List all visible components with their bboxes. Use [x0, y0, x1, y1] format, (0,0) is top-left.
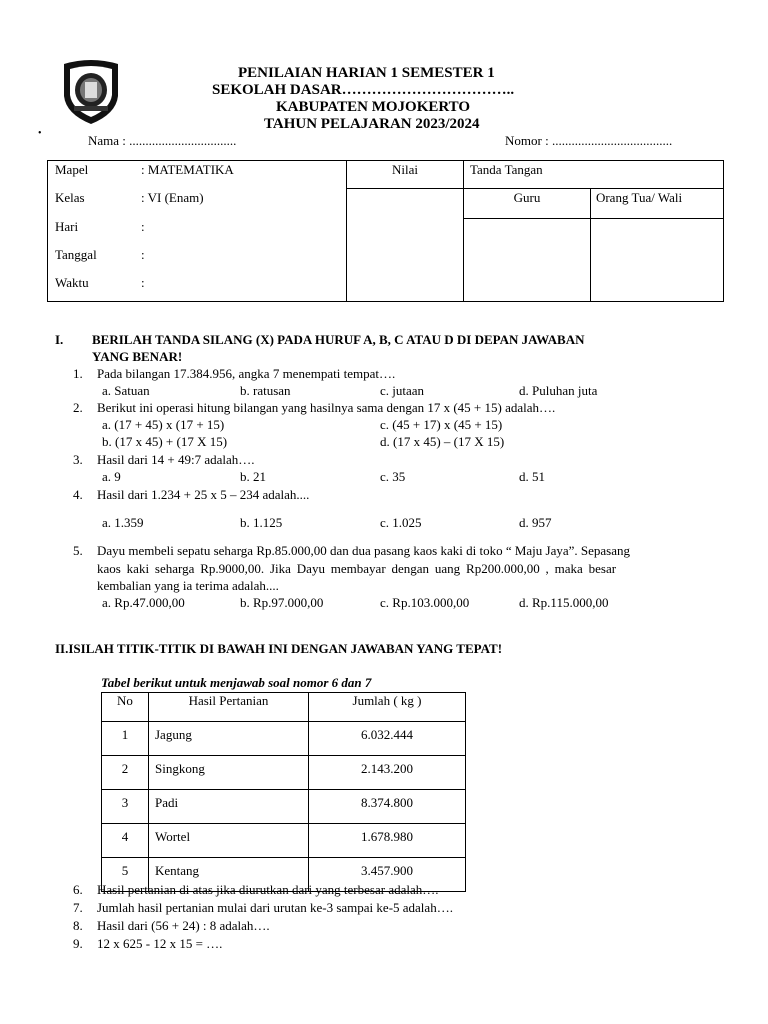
q1-text: Pada bilangan 17.384.956, angka 7 menempati tempat….: [97, 366, 396, 381]
tanda-tangan-header: Tanda Tangan: [464, 161, 724, 189]
q4-text: Hasil dari 1.234 + 25 x 5 – 234 adalah....: [97, 487, 310, 502]
row-amount: 8.374.800: [309, 790, 466, 824]
q8-number: 8.: [73, 918, 83, 933]
table-row: [102, 722, 466, 756]
q5-line3: kembalian yang ia terima adalah....: [97, 578, 279, 593]
q5-number: 5.: [73, 543, 83, 558]
q9-number: 9.: [73, 936, 83, 951]
harvest-table: [101, 692, 466, 892]
table-header-row: [102, 693, 466, 722]
q9-text: 12 x 625 - 12 x 15 = ….: [97, 936, 223, 951]
q6-text: Hasil pertanian di atas jika diurutkan dari yang terbesar adalah….: [97, 882, 439, 897]
tanggal-value: :: [141, 247, 145, 262]
header-district: KABUPATEN MOJOKERTO: [276, 99, 471, 115]
table-header-no: No: [102, 693, 149, 722]
row-no: 2: [102, 756, 149, 790]
section1-title-line2: YANG BENAR!: [92, 349, 183, 364]
q2-number: 2.: [73, 400, 83, 415]
mapel-label: Mapel: [55, 162, 89, 177]
nama-field: Nama : .................................: [88, 133, 237, 148]
row-item: Wortel: [149, 824, 309, 858]
guru-signature-box: [464, 219, 591, 302]
q5-option-d[interactable]: d. Rp.115.000,00: [519, 595, 609, 610]
waktu-value: :: [141, 275, 145, 290]
q2-option-a[interactable]: a. (17 + 45) x (17 + 15): [102, 417, 225, 432]
hari-label: Hari: [55, 219, 79, 234]
q5-option-c[interactable]: c. Rp.103.000,00: [380, 595, 470, 610]
q5-line1: Dayu membeli sepatu seharga Rp.85.000,00 dan dua pasang kaos kaki di toko “ Maju Jaya”. Sepasang: [97, 543, 630, 558]
q7-number: 7.: [73, 900, 83, 915]
nomor-field: Nomor : .....................................: [505, 133, 673, 148]
header-year: TAHUN PELAJARAN 2023/2024: [264, 116, 480, 132]
q4-option-c[interactable]: c. 1.025: [380, 515, 422, 530]
q4-option-d[interactable]: d. 957: [519, 515, 552, 530]
orang-tua-signature-box: [590, 219, 723, 302]
row-no: 1: [102, 722, 149, 756]
table-row: [102, 756, 466, 790]
table-row: [102, 824, 466, 858]
row-item: Padi: [149, 790, 309, 824]
row-item: Singkong: [149, 756, 309, 790]
school-logo: [60, 58, 122, 126]
waktu-label: Waktu: [55, 275, 89, 290]
header-school: SEKOLAH DASAR……………………………..: [212, 82, 515, 98]
guru-header: Guru: [464, 189, 591, 219]
q4-option-b[interactable]: b. 1.125: [240, 515, 283, 530]
row-amount: 3.457.900: [309, 858, 466, 892]
row-amount: 2.143.200: [309, 756, 466, 790]
hari-value: :: [141, 219, 145, 234]
nilai-box: [347, 189, 464, 302]
q2-option-d[interactable]: d. (17 x 45) – (17 X 15): [380, 434, 505, 449]
row-no: 5: [102, 858, 149, 892]
q5-option-b[interactable]: b. Rp.97.000,00: [240, 595, 324, 610]
header-title: PENILAIAN HARIAN 1 SEMESTER 1: [238, 65, 495, 81]
row-no: 4: [102, 824, 149, 858]
row-item: Jagung: [149, 722, 309, 756]
q1-option-c[interactable]: c. jutaan: [380, 383, 425, 398]
nilai-header: Nilai: [347, 161, 464, 189]
q4-option-a[interactable]: a. 1.359: [102, 515, 144, 530]
q1-number: 1.: [73, 366, 83, 381]
row-item: Kentang: [149, 858, 309, 892]
q4-number: 4.: [73, 487, 83, 502]
tanggal-label: Tanggal: [55, 247, 97, 262]
table-header-amount: Jumlah ( kg ): [309, 693, 466, 722]
orang-tua-header: Orang Tua/ Wali: [590, 189, 723, 219]
q5-option-a[interactable]: a. Rp.47.000,00: [102, 595, 185, 610]
q1-option-a[interactable]: a. Satuan: [102, 383, 150, 398]
info-table: [47, 160, 724, 302]
q3-option-c[interactable]: c. 35: [380, 469, 406, 484]
table-caption: Tabel berikut untuk menjawab soal nomor 6 dan 7: [101, 675, 372, 690]
q6-number: 6.: [73, 882, 83, 897]
q1-option-d[interactable]: d. Puluhan juta: [519, 383, 598, 398]
mapel-value: : MATEMATIKA: [141, 162, 234, 177]
row-amount: 1.678.980: [309, 824, 466, 858]
section1-number: I.: [55, 332, 64, 347]
q3-option-a[interactable]: a. 9: [102, 469, 121, 484]
row-amount: 6.032.444: [309, 722, 466, 756]
q2-option-b[interactable]: b. (17 x 45) + (17 X 15): [102, 434, 228, 449]
table-row: [102, 790, 466, 824]
q2-option-c[interactable]: c. (45 + 17) x (45 + 15): [380, 417, 503, 432]
section2-title: II.ISILAH TITIK-TITIK DI BAWAH INI DENGAN JAWABAN YANG TEPAT!: [55, 641, 503, 656]
q3-option-d[interactable]: d. 51: [519, 469, 545, 484]
section1-title-line1: BERILAH TANDA SILANG (X) PADA HURUF A, B, C ATAU D DI DEPAN JAWABAN: [92, 332, 585, 347]
kelas-label: Kelas: [55, 190, 85, 205]
q5-line2: kaos kaki seharga Rp.9000,00. Jika Dayu membayar dengan uang Rp200.000,00 , maka besar: [97, 561, 617, 576]
q1-option-b[interactable]: b. ratusan: [240, 383, 291, 398]
info-cell: [48, 161, 347, 302]
q3-number: 3.: [73, 452, 83, 467]
table-header-item: Hasil Pertanian: [149, 693, 309, 722]
q8-text: Hasil dari (56 + 24) : 8 adalah….: [97, 918, 270, 933]
q3-option-b[interactable]: b. 21: [240, 469, 266, 484]
kelas-value: : VI (Enam): [141, 190, 204, 205]
q2-text: Berikut ini operasi hitung bilangan yang hasilnya sama dengan 17 x (45 + 15) adalah….: [97, 400, 556, 415]
row-no: 3: [102, 790, 149, 824]
stray-mark: •: [38, 128, 42, 139]
q3-text: Hasil dari 14 + 49:7 adalah….: [97, 452, 255, 467]
q7-text: Jumlah hasil pertanian mulai dari urutan ke-3 sampai ke-5 adalah….: [97, 900, 453, 915]
